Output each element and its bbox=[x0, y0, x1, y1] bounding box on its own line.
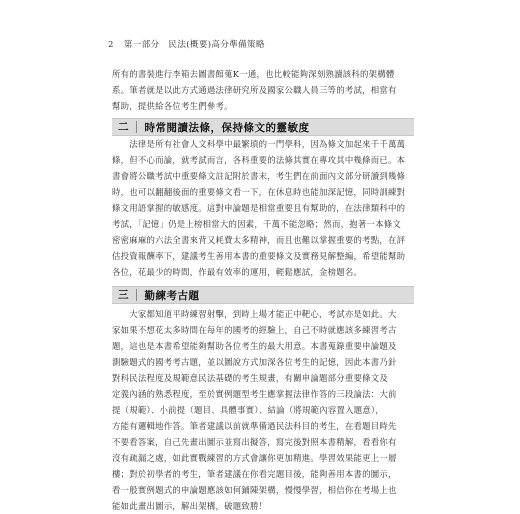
running-title: 第一部分 民法(概要)高分準備策略 bbox=[123, 40, 265, 50]
page-number: 2 bbox=[108, 40, 114, 50]
text-line: 測驗題式的國考考古題，並以圖說方式加深各位考生的記憶，因此本書乃針 bbox=[112, 357, 397, 367]
text-line: 沒有疏漏之處，如此實戰練習的方式會讓你更加精進。學習效果能更上一層 bbox=[112, 453, 397, 463]
section-2-body bbox=[112, 136, 414, 280]
section-number: 三 bbox=[112, 289, 137, 301]
text-line: 題，這也是本書希望能夠幫助各位考生的最大用意。本書蒐錄重要申論題及 bbox=[112, 341, 397, 351]
text-line: 看一般實例題式的申論題應該如何鋪陳架構，慢慢學習，相信你在考場上也 bbox=[112, 485, 397, 495]
section-heading-3 bbox=[112, 286, 414, 304]
text-line: 考試，「記憶」仍是上榜相當大的因素，千萬不能忽略；然而，抱著一本條文 bbox=[112, 219, 402, 229]
text-line: 樓；對於初學者的考生，筆者建議在你看完題目後，能夠善用本書的圖示， bbox=[112, 469, 397, 479]
text-line: 書會將公職考試中重要條文註記附於書末，考生們在前面內文部分研讀到幾條 bbox=[112, 171, 406, 181]
text-line: 各位，花最少的時間，作最有效率的運用，輕鬆應試，金榜題名。 bbox=[112, 267, 363, 277]
text-line: 時，也可以翻翻後面的重要條文看一下，在休息時也能加深記憶，同時訓練對 bbox=[112, 187, 406, 197]
text-line: 不要看答案，自己先畫出圖示並寫出擬答，寫完後對照本書精解，看看你有 bbox=[112, 437, 397, 447]
text-line: 定義內涵的熟悉程度，至於實例題型考生應掌握法律作答的三段論法：大前 bbox=[112, 389, 397, 399]
text-line: 家如果不想花太多時間在每年的國考的經驗上，自己不時就應該多練習考古 bbox=[112, 325, 397, 335]
text-line: 方能有邏輯地作答。筆者建議以前就準備過民法科目的考生，在看題目時先 bbox=[112, 421, 397, 431]
running-header bbox=[108, 38, 265, 50]
text-line: 大家都知道平時練習射擊，到時上場才能正中靶心，考試亦是如此。大 bbox=[112, 309, 397, 319]
intro-paragraph bbox=[112, 66, 414, 114]
text-line: 系。筆者就是以此方式通過法律研究所及國家公職人員三等的考試，相當有 bbox=[112, 85, 397, 95]
text-line: 條，但不心而論，就考試而言，各科重要的法條其實在專攻其中幾條而已。本 bbox=[112, 155, 406, 165]
section-heading-2 bbox=[112, 118, 414, 136]
section-title: 勤練考古題 bbox=[144, 289, 200, 302]
text-line: 對科民法程度及規範意民法基礎的考生規畫，有關申論題部分重要條文及 bbox=[112, 373, 388, 383]
text-line: 估投資報酬率下，建議考生善用本書的重要條文及實務見解整編，希望能幫助 bbox=[112, 251, 406, 261]
text-line: 提（規範）、小前提（題目、具體事實）、結論（將規範內容置入題意）， bbox=[112, 405, 385, 415]
text-line: 法律是所有社會人文科學中最繁瑣的一門學科，因為條文加起來千千萬萬 bbox=[112, 139, 406, 149]
text-line: 所有的書裝進行李箱去圖書館蒐K一通，也比較能夠深刻熟讀該科的架構體 bbox=[112, 69, 395, 79]
section-3-body bbox=[112, 306, 414, 514]
text-line: 能如此畫出圖示，解出架構，破題致勝！ bbox=[112, 501, 268, 511]
text-line: 密密麻麻的六法全書來背又耗費太多精神，而且也難以掌握重要的考點，在評 bbox=[112, 235, 406, 245]
section-number: 二 bbox=[112, 121, 137, 133]
section-title: 時常閱讀法條，保持條文的靈敏度 bbox=[144, 121, 310, 134]
text-line: 幫助，提供給各位考生們參考。 bbox=[112, 101, 233, 111]
text-line: 條文用語掌握的敏感度。這對申論題是相當重要且有幫助的，在法律類科中的 bbox=[112, 203, 406, 213]
